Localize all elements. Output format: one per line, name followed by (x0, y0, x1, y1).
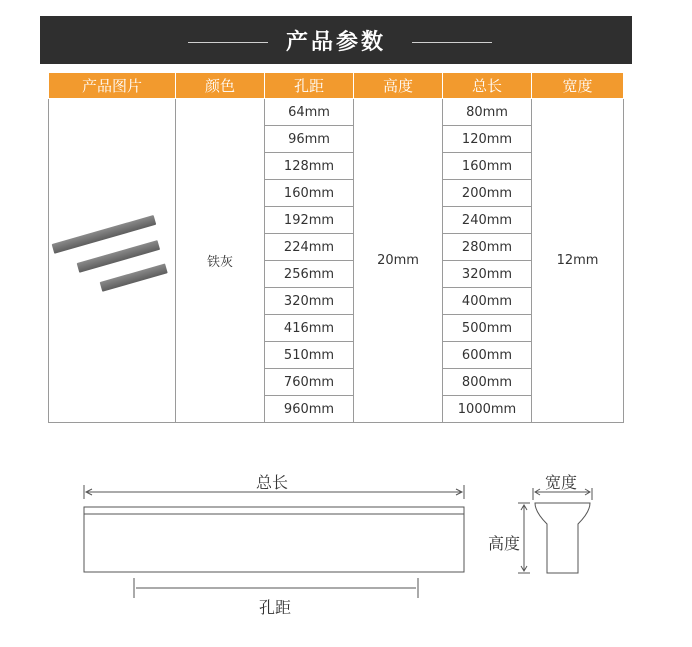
total-length-cell: 800mm (443, 369, 532, 396)
height-cell: 20mm (354, 99, 443, 423)
handle-bar (100, 263, 168, 291)
product-image-cell (49, 99, 176, 423)
hole-distance-cell: 510mm (265, 342, 354, 369)
color-cell: 铁灰 (176, 99, 265, 423)
hole-distance-cell: 320mm (265, 288, 354, 315)
width-label: 宽度 (545, 473, 578, 492)
total-length-cell: 120mm (443, 126, 532, 153)
table-header-row (49, 73, 624, 99)
hole-distance-cell: 256mm (265, 261, 354, 288)
hole-distance-cell: 760mm (265, 369, 354, 396)
header-width: 宽度 (532, 73, 624, 99)
header-color: 颜色 (176, 73, 265, 99)
hole-distance-cell: 224mm (265, 234, 354, 261)
total-length-label: 总长 (256, 473, 289, 492)
hole-distance-cell: 128mm (265, 153, 354, 180)
hole-distance-cell: 160mm (265, 180, 354, 207)
total-length-cell: 80mm (443, 99, 532, 126)
page-title: 产品参数 (285, 30, 386, 55)
total-length-cell: 200mm (443, 180, 532, 207)
total-length-cell: 160mm (443, 153, 532, 180)
title-banner (40, 16, 632, 64)
hole-distance-label: 孔距 (259, 598, 292, 617)
total-length-cell: 280mm (443, 234, 532, 261)
header-height: 高度 (354, 73, 443, 99)
height-label: 高度 (488, 534, 521, 553)
handle-cross-section (535, 503, 590, 573)
total-length-cell: 320mm (443, 261, 532, 288)
hole-distance-cell: 416mm (265, 315, 354, 342)
hole-distance-cell: 96mm (265, 126, 354, 153)
total-length-cell: 600mm (443, 342, 532, 369)
total-length-cell: 400mm (443, 288, 532, 315)
hole-distance-cell: 960mm (265, 396, 354, 423)
header-total-length: 总长 (443, 73, 532, 99)
spec-table (48, 72, 624, 423)
dimension-drawing (0, 440, 692, 640)
total-length-cell: 1000mm (443, 396, 532, 423)
product-image (49, 186, 176, 336)
table-row (49, 99, 624, 126)
total-length-cell: 500mm (443, 315, 532, 342)
dimension-diagram (0, 440, 692, 640)
banner-right-rule (412, 42, 492, 43)
hole-distance-cell: 64mm (265, 99, 354, 126)
handle-side-view (84, 507, 464, 572)
hole-distance-cell: 192mm (265, 207, 354, 234)
width-cell: 12mm (532, 99, 624, 423)
total-length-cell: 240mm (443, 207, 532, 234)
header-product-image: 产品图片 (49, 73, 176, 99)
header-hole-distance: 孔距 (265, 73, 354, 99)
